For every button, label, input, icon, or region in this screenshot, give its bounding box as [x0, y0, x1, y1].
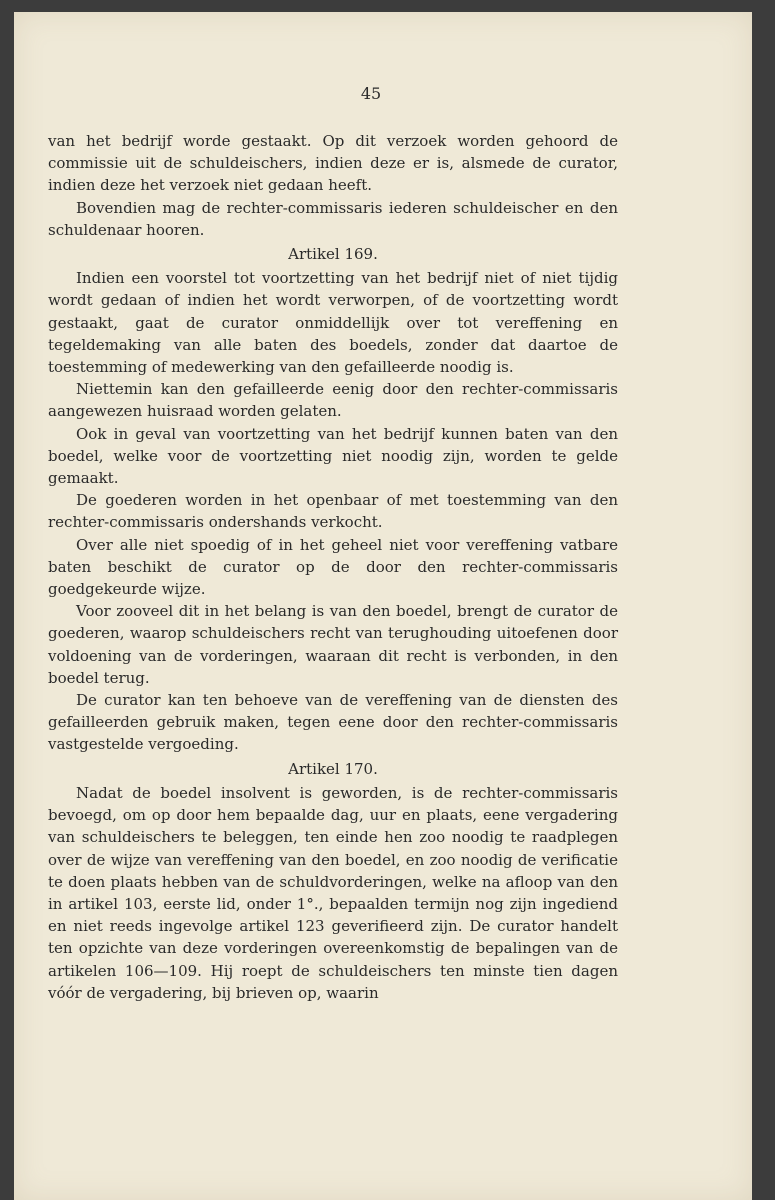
- paragraph: Ook in geval van voortzetting van het bedrijf kunnen baten van den boedel, welke voor de voortzetting niet noodig zijn, worden te gelde gemaakt.: [48, 424, 618, 488]
- paragraph-continued: van het bedrijf worde gestaakt. Op dit verzoek worden gehoord de commissie uit de schuldeischers, indien deze er is, alsmede de curator, indien deze het verzoek niet gedaan heeft.: [48, 132, 618, 195]
- paragraph: Over alle niet spoedig of in het geheel niet voor vereffening vatbare baten beschikt de curator op de door den rechter-commissaris goedgekeurde wijze.: [48, 535, 618, 599]
- paragraph: Niettemin kan den gefailleerde eenig door den rechter-commissaris aangewezen huisraad worden gelaten.: [48, 380, 618, 421]
- paragraph: Nadat de boedel insolvent is geworden, is de rechter-commissaris bevoegd, om op door hem bepaalde dag, uur en plaats, eene vergadering van schuldeischers te beleggen, ten einde hen zoo noodig te raadplegen over de wijze van vereffening van den boedel, en zoo noodig de verificatie te doen plaats hebben van de schuldvorderingen, welke na afloop van den in artikel 103, eerste lid, onder 1°., bepaalden termijn nog zijn ingediend en niet reeds ingevolge artikel 123 geverifieerd zijn. De curator handelt ten opzichte van deze vorderingen overeenkomstig de bepalingen van de artikelen 106—109. Hij roept de schuldeischers ten minste tien dagen vóór de vergadering, bij brieven op, waarin: [48, 783, 618, 1002]
- page-number: 45: [360, 84, 382, 103]
- article-heading-170: Artikel 170.: [288, 759, 378, 778]
- article-heading-169: Artikel 169.: [288, 245, 378, 264]
- paragraph: De goederen worden in het openbaar of met toestemming van den rechter-commissaris ondershands verkocht.: [48, 491, 618, 532]
- paragraph: De curator kan ten behoeve van de vereffening van de diensten des gefailleerden gebruik maken, tegen eene door den rechter-commissaris vastgestelde vergoeding.: [48, 691, 618, 754]
- book-page: [14, 12, 752, 1200]
- paragraph: Bovendien mag de rechter-commissaris iederen schuldeischer en den schuldenaar hooren.: [48, 198, 618, 239]
- paragraph: Indien een voorstel tot voortzetting van het bedrijf niet of niet tijdig wordt gedaan of indien het wordt verworpen, of de voortzetting wordt gestaakt, gaat de curator onmiddellijk over tot vereffening en tegeldemaking van alle baten des boedels, zonder dat daartoe de toestemming of medewerking van den gefailleerde noodig is.: [48, 269, 618, 377]
- page-body: [48, 130, 618, 1004]
- paragraph: Voor zooveel dit in het belang is van den boedel, brengt de curator de goederen, waarop schuldeischers recht van terughouding uitoefenen door voldoening van de vorderingen, waaraan dit recht is verbonden, in den boedel terug.: [48, 602, 618, 687]
